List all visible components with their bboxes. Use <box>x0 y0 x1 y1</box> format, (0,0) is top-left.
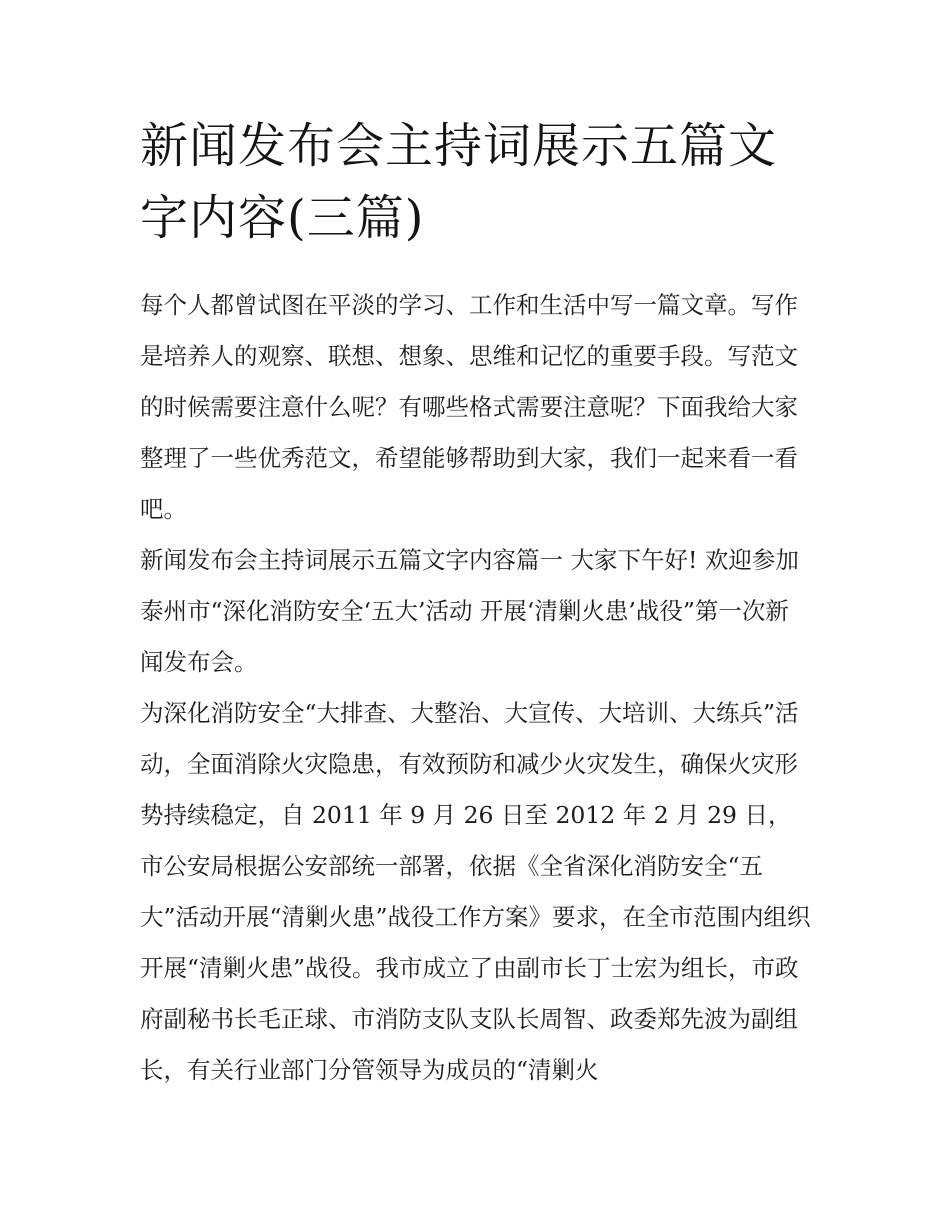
document-title: 新闻发布会主持词展示五篇文字内容(三篇) <box>140 118 778 246</box>
document-page <box>140 110 812 1096</box>
paragraph-campaign: 为深化消防安全“大排查、大整治、大宣传、大培训、大练兵”活动，全面消除火灾隐患，有效预防和减少火灾发生，确保火灾形势持续稳定，自 2011 年 9 月 26 日至 2012 年 2 月 29 日，市公安局根据公安部统一部署，依据《全省深化消防安全“五大”活动开展“清剿火患”战役工作方案》要求，在全市范围内组织开展“清剿火患”战役。我市成立了由副市长丁士宏为组长，市政府副秘书长毛正球、市消防支队支队长周智、政委郑先波为副组长，有关行业部门分管领导为成员的“清剿火 <box>140 699 811 1084</box>
document-body <box>140 280 812 1096</box>
paragraph-opening: 新闻发布会主持词展示五篇文字内容篇一 大家下午好! 欢迎参加泰州市“深化消防安全‘五大’活动 开展‘清剿火患’战役”第一次新闻发布会。 <box>140 546 799 676</box>
paragraph-intro: 每个人都曾试图在平淡的学习、工作和生活中写一篇文章。写作是培养人的观察、联想、想象、思维和记忆的重要手段。写范文的时候需要注意什么呢？有哪些格式需要注意呢？下面我给大家整理了一些优秀范文，希望能够帮助到大家，我们一起来看一看吧。 <box>140 291 798 523</box>
